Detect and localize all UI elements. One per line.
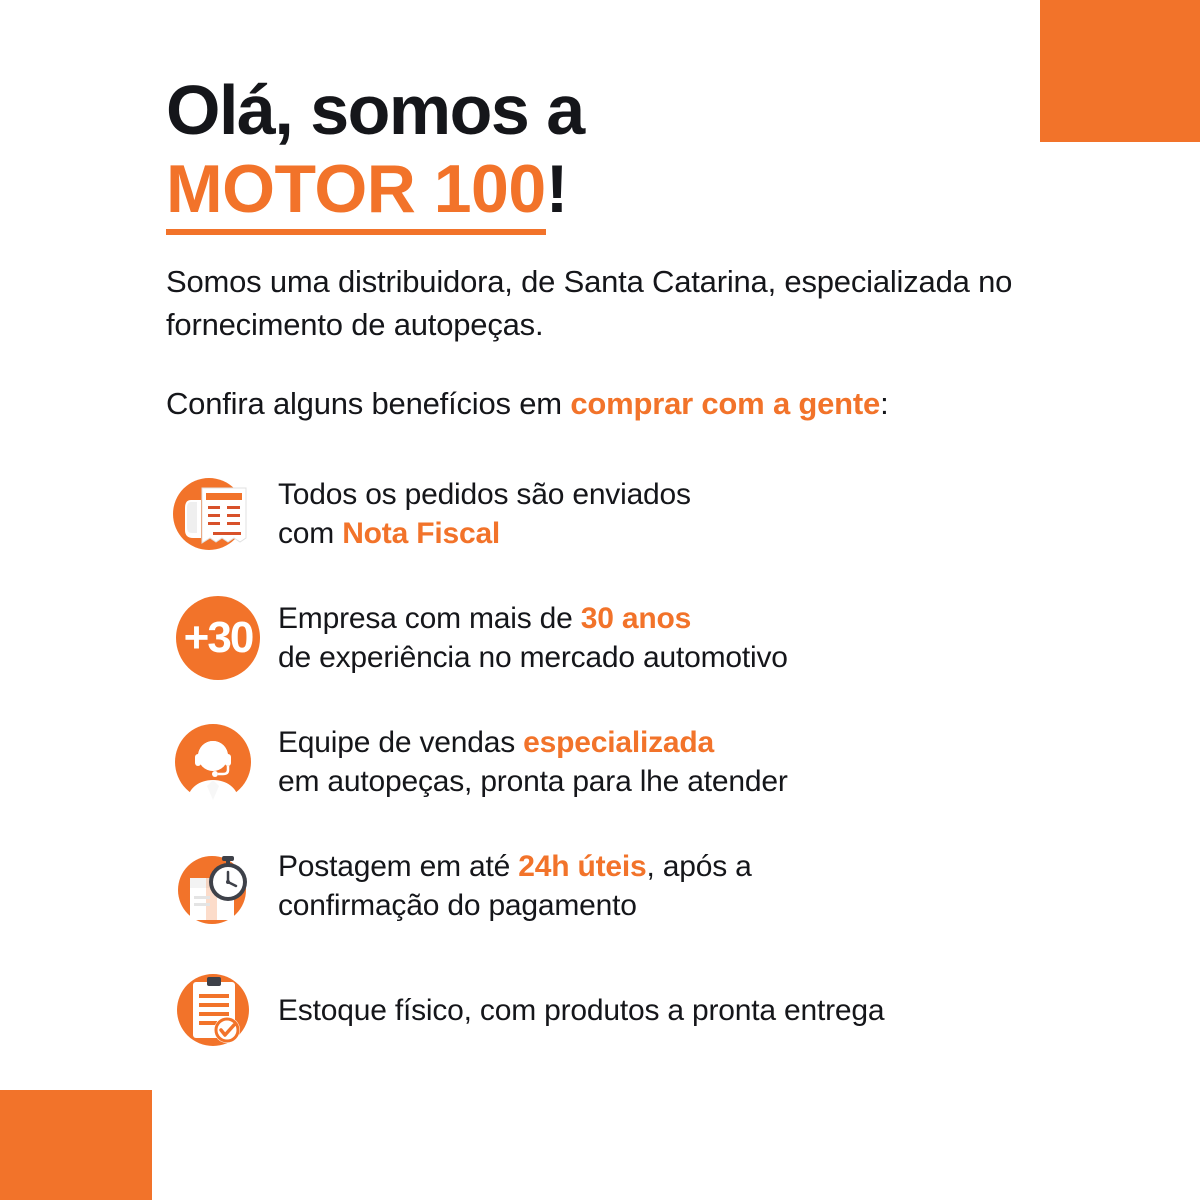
benefits-intro-prefix: Confira alguns benefícios em <box>166 386 571 422</box>
list-item-line-2-highlight: Nota Fiscal <box>342 517 501 551</box>
benefits-intro-suffix: : <box>880 386 889 422</box>
list-item <box>166 466 1096 562</box>
list-item-line-1-highlight: especializada <box>523 725 714 759</box>
badge-circle <box>176 596 260 680</box>
benefits-list <box>166 466 1096 1058</box>
list-item-text <box>270 847 752 926</box>
list-item-text <box>270 599 788 678</box>
list-item <box>166 714 1096 810</box>
clipboard-check-icon <box>166 962 270 1058</box>
list-item-line-1 <box>278 723 788 763</box>
list-item-line-1-suffix: , após a <box>646 849 752 883</box>
receipt-icon <box>166 466 270 562</box>
list-item-text <box>270 991 884 1031</box>
package-stopwatch-icon <box>166 838 270 934</box>
page-title-line-2 <box>166 151 1096 227</box>
list-item-line-1-highlight: 30 anos <box>580 601 692 635</box>
list-item-line-2-prefix: com <box>278 517 343 551</box>
plus-30-badge-icon <box>166 590 270 686</box>
intro-paragraph: Somos uma distribuidora, de Santa Catarina, especializada no fornecimento de autopeças. <box>166 263 1013 342</box>
list-item-line-1 <box>278 599 788 639</box>
list-item <box>166 590 1096 686</box>
list-item-line-2: em autopeças, pronta para lhe atender <box>278 765 788 799</box>
list-item-text <box>270 475 691 554</box>
list-item-line-1: Todos os pedidos são enviados <box>278 477 691 511</box>
list-item-line-1: Estoque físico, com produtos a pronta entrega <box>278 993 885 1027</box>
benefits-intro <box>166 386 1096 422</box>
benefits-intro-highlight: comprar com a gente <box>570 386 881 422</box>
page-title-line-1: Olá, somos a <box>166 71 584 149</box>
list-item-line-1 <box>278 847 752 887</box>
list-item-line-1-highlight: 24h úteis <box>518 849 647 883</box>
list-item-line-2: de experiência no mercado automotivo <box>278 641 788 675</box>
support-agent-icon <box>166 714 270 810</box>
list-item <box>166 838 1096 934</box>
decorative-square-bottom-left <box>0 1090 152 1200</box>
brand-suffix: ! <box>545 150 568 227</box>
badge-label: +30 <box>183 613 253 663</box>
page-content <box>166 71 1096 1086</box>
list-item-line-1-prefix: Equipe de vendas <box>278 725 524 759</box>
list-item-line-2: confirmação do pagamento <box>278 889 637 923</box>
list-item-line-1-prefix: Empresa com mais de <box>278 601 581 635</box>
list-item <box>166 962 1096 1058</box>
list-item-line-2 <box>278 514 691 554</box>
list-item-line-1-prefix: Postagem em até <box>278 849 519 883</box>
list-item-text <box>270 723 788 802</box>
brand-name: MOTOR 100 <box>166 151 546 235</box>
